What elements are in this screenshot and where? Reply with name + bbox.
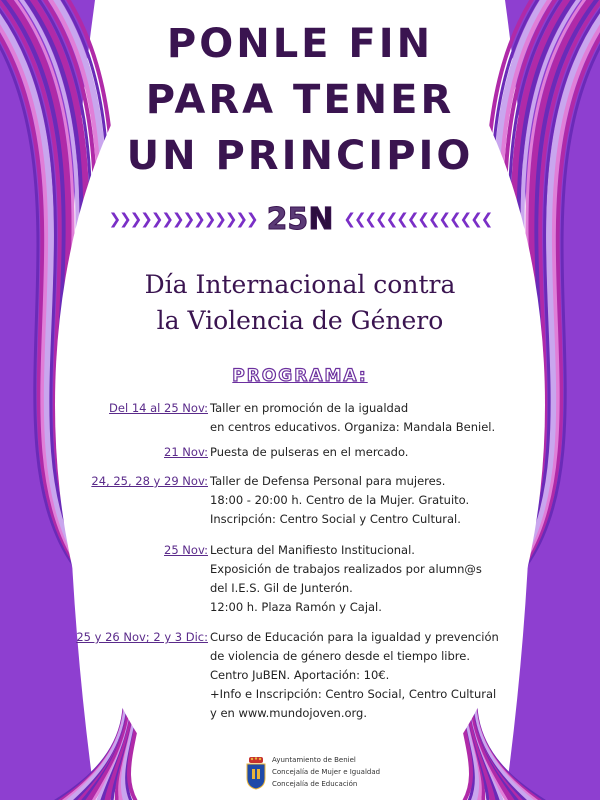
- event-line: Centro JuBEN. Aportación: 10€.: [210, 668, 390, 682]
- event-line: 12:00 h. Plaza Ramón y Cajal.: [210, 600, 382, 614]
- date-badge-letter: N: [308, 201, 334, 237]
- event-line: Puesta de pulseras en el mercado.: [210, 445, 409, 459]
- event-description: [210, 472, 530, 529]
- event-date: Del 14 al 25 Nov:: [109, 401, 208, 415]
- event-description: [210, 399, 530, 437]
- event-date: 24, 25, 28 y 29 Nov:: [91, 474, 208, 488]
- event-line: Lectura del Manifiesto Institucional.: [210, 543, 415, 557]
- title-line-1: PONLE FIN: [166, 21, 434, 67]
- date-badge: [267, 202, 334, 237]
- coat-of-arms-icon: [244, 756, 268, 790]
- event-line: y en www.mundojoven.org.: [210, 706, 367, 720]
- event-line: Exposición de trabajos realizados por alumn@s: [210, 562, 482, 576]
- event-description: [210, 628, 530, 723]
- event-date: 21 Nov:: [164, 445, 208, 459]
- title-line-2: PARA TENER: [145, 77, 455, 123]
- event-line: en centros educativos. Organiza: Mandala Beniel.: [210, 420, 496, 434]
- event-date: 25 y 26 Nov; 2 y 3 Dic:: [76, 630, 208, 644]
- event-line: +Info e Inscripción: Centro Social, Centro Cultural: [210, 687, 497, 701]
- event-line: del I.E.S. Gil de Junterón.: [210, 581, 353, 595]
- chevron-left-icon: ❮❮❮❮❮❮❮❮❮❮❮❮❮❮: [343, 210, 492, 228]
- title-line-3: UN PRINCIPIO: [126, 133, 474, 179]
- program-heading: PROGRAMA:: [232, 366, 368, 386]
- footer-line-2: Concejalía de Mujer e Igualdad: [272, 768, 381, 776]
- footer-line-3: Concejalía de Educación: [272, 780, 358, 788]
- event-line: 18:00 - 20:00 h. Centro de la Mujer. Gratuito.: [210, 493, 470, 507]
- event-date: 25 Nov:: [164, 543, 208, 557]
- footer-line-1: Ayuntamiento de Beniel: [272, 756, 356, 764]
- date-badge-number: 25: [266, 201, 309, 237]
- event-line: Taller en promoción de la igualdad: [210, 401, 409, 415]
- chevron-right-icon: ❯❯❯❯❯❯❯❯❯❯❯❯❯❯: [108, 210, 257, 228]
- event-description: [210, 541, 530, 617]
- footer-logo-block: [244, 750, 404, 796]
- date-divider: [0, 202, 600, 236]
- subtitle-line-2: la Violencia de Género: [156, 306, 444, 335]
- event-line: de violencia de género desde el tiempo libre.: [210, 649, 470, 663]
- event-line: Inscripción: Centro Social y Centro Cultural.: [210, 512, 461, 526]
- subtitle-line-1: Día Internacional contra: [144, 270, 456, 299]
- event-line: Taller de Defensa Personal para mujeres.: [210, 474, 446, 488]
- event-line: Curso de Educación para la igualdad y prevención: [210, 630, 499, 644]
- event-description: [210, 443, 530, 462]
